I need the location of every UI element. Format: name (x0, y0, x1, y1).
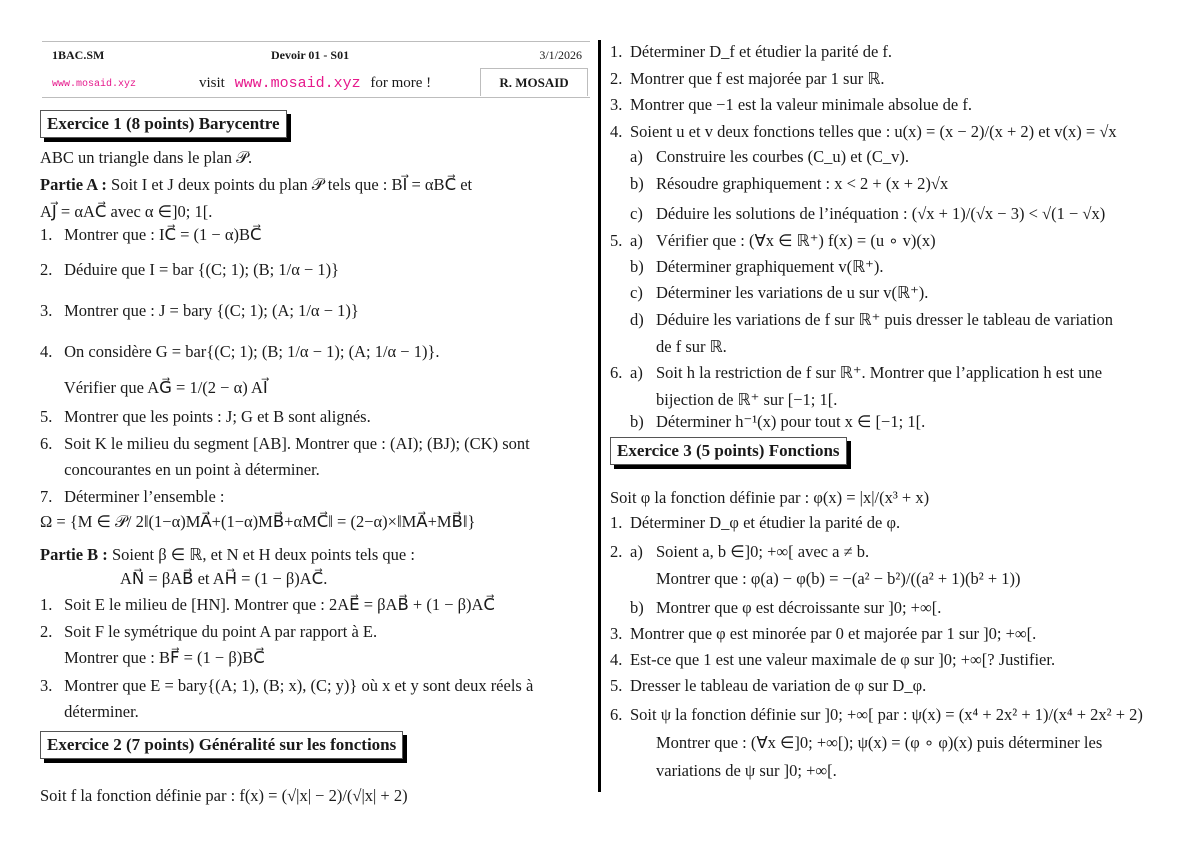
ex3-item (610, 707, 1143, 724)
ex3-item (610, 571, 1021, 588)
subitem-letter: b) (630, 598, 644, 617)
item-number: 2. (40, 260, 53, 279)
item-text: Déterminer D_f et étudier la parité de f. (630, 42, 893, 61)
item-text: Déduire que I = bar {(C; 1); (B; 1/α − 1)} (64, 260, 340, 279)
item-number: 1. (40, 225, 53, 244)
item-text: Vérifier que : (∀x ∈ ℝ⁺) f(x) = (u ∘ v)(x) (656, 231, 936, 250)
item-number: 3. (40, 301, 53, 320)
item-text: Montrer que φ est décroissante sur ]0; +∞[. (656, 598, 942, 617)
ex3-item (610, 678, 926, 695)
exercise1-title: Exercice 1 (8 points) Barycentre (40, 110, 287, 138)
partB-line1 (40, 547, 415, 564)
partA-line2: AJ⃗ = αAC⃗ avec α ∈]0; 1[. (40, 202, 213, 221)
item-text: Déterminer les variations de u sur v(ℝ⁺). (656, 283, 929, 302)
item-number: 1. (610, 42, 623, 61)
ex2-item (610, 44, 892, 61)
item-number: 5. (610, 231, 623, 250)
visit-link[interactable]: www.mosaid.xyz (234, 75, 361, 92)
ex1-omega-set: Ω = {M ∈ 𝒫/ 2‖(1−α)MA⃗+(1−α)MB⃗+αMC⃗‖ = (2−α)×‖MA⃗+MB⃗‖} (40, 512, 476, 531)
document-title: Devoir 01 - S01 (271, 48, 350, 62)
ex1-item (40, 303, 359, 320)
partB-line2: AN⃗ = βAB⃗ et AH⃗ = (1 − β)AC⃗. (120, 569, 328, 588)
ex3-item (610, 626, 1036, 643)
ex1-partB-item (40, 597, 495, 614)
item-text: Est-ce que 1 est une valeur maximale de φ sur ]0; +∞[? Justifier. (630, 650, 1056, 669)
ex2-item (610, 414, 925, 431)
ex1-partB-item (40, 650, 265, 667)
item-number: 2. (610, 542, 623, 561)
item-text: Montrer que −1 est la valeur minimale absolue de f. (630, 95, 972, 114)
subitem-letter: a) (630, 231, 643, 250)
item-text: Soit K le milieu du segment [AB]. Montrer que : (AI); (BJ); (CK) sont (64, 434, 530, 453)
partA-line1 (40, 177, 472, 194)
ex1-item (40, 436, 530, 453)
item-text: On considère G = bar{(C; 1); (B; 1/α − 1); (A; 1/α − 1)}. (64, 342, 440, 361)
exercise3-title: Exercice 3 (5 points) Fonctions (610, 437, 847, 465)
item-number: 2. (610, 69, 623, 88)
item-text: bijection de ℝ⁺ sur [−1; 1[. (656, 390, 838, 409)
item-number: 7. (40, 487, 53, 506)
item-text: Déterminer graphiquement v(ℝ⁺). (656, 257, 884, 276)
document-date: 3/1/2026 (539, 48, 582, 62)
subitem-letter: a) (630, 542, 643, 561)
item-text: Montrer que : IC⃗ = (1 − α)BC⃗ (64, 225, 262, 244)
visit-suffix: for more ! (370, 75, 432, 91)
partA-label: Partie A : (40, 175, 107, 194)
item-text: Déterminer l’ensemble : (64, 487, 225, 506)
exercise1-intro: ABC un triangle dans le plan 𝒫. (40, 148, 253, 167)
ex3-item (610, 652, 1055, 669)
item-text: Déduire les variations de f sur ℝ⁺ puis dresser le tableau de variation (656, 310, 1114, 329)
subitem-letter: b) (630, 412, 644, 431)
ex3-item (610, 763, 837, 780)
ex1-partB-item (40, 678, 533, 695)
ex2-item (610, 233, 936, 250)
ex2-item (610, 206, 1105, 223)
item-number: 4. (610, 122, 623, 141)
ex1-item (40, 380, 268, 397)
subitem-letter: c) (630, 283, 643, 302)
item-number: 1. (40, 595, 53, 614)
subitem-letter: b) (630, 257, 644, 276)
item-text: concourantes en un point à déterminer. (64, 460, 320, 479)
ex1-partB-item (40, 624, 377, 641)
item-number: 6. (610, 363, 623, 382)
item-text: Dresser le tableau de variation de φ sur D_φ. (630, 676, 927, 695)
ex1-item (40, 344, 440, 361)
item-text: Déterminer D_φ et étudier la parité de φ. (630, 513, 901, 532)
ex1-item (40, 489, 224, 506)
item-number: 5. (610, 676, 623, 695)
visit-prefix: visit (199, 75, 225, 91)
item-text: Montrer que : J = bary {(C; 1); (A; 1/α − 1)} (64, 301, 359, 320)
visit-banner (199, 75, 431, 92)
item-number: 4. (610, 650, 623, 669)
item-text: de f sur ℝ. (656, 337, 727, 356)
partB-text1: Soient β ∈ ℝ, et N et H deux points tels que : (111, 545, 415, 564)
exercise3-intro: Soit φ la fonction définie par : φ(x) = |x|/(x³ + x) (610, 488, 930, 507)
item-text: Vérifier que AG⃗ = 1/(2 − α) AI⃗ (63, 378, 268, 397)
item-text: Montrer que f est majorée par 1 sur ℝ. (630, 69, 885, 88)
item-text: Montrer que : (∀x ∈]0; +∞[); ψ(x) = (φ ∘ φ)(x) puis déterminer les (656, 733, 1103, 752)
partA-text1: Soit I et J deux points du plan 𝒫 tels que : BI⃗ = αBC⃗ et (111, 175, 473, 194)
ex2-item (610, 392, 837, 409)
author-name: R. MOSAID (499, 74, 569, 90)
page-header (42, 41, 590, 99)
site-link-small[interactable]: www.mosaid.xyz (52, 79, 137, 90)
subitem-letter: a) (630, 363, 643, 382)
subitem-letter: c) (630, 204, 643, 223)
partB-label: Partie B : (40, 545, 108, 564)
item-text: Soient a, b ∈]0; +∞[ avec a ≠ b. (656, 542, 870, 561)
item-text: Déduire les solutions de l’inéquation : (√x + 1)/(√x − 3) < √(1 − √x) (656, 204, 1106, 223)
ex2-item (610, 312, 1113, 329)
ex1-partB-item (40, 704, 139, 721)
ex1-item (40, 227, 262, 244)
subitem-letter: d) (630, 310, 644, 329)
column-divider (598, 40, 601, 792)
ex1-item (40, 262, 339, 279)
ex3-item (610, 735, 1102, 752)
ex2-item (610, 97, 972, 114)
ex2-item (610, 71, 885, 88)
ex2-item (610, 365, 1102, 382)
item-text: Soit F le symétrique du point A par rapport à E. (64, 622, 378, 641)
item-text: Déterminer h⁻¹(x) pour tout x ∈ [−1; 1[. (656, 412, 926, 431)
item-text: Montrer que E = bary{(A; 1), (B; x), (C; y)} où x et y sont deux réels à (64, 676, 534, 695)
item-text: Soit E le milieu de [HN]. Montrer que : 2AE⃗ = βAB⃗ + (1 − β)AC⃗ (64, 595, 495, 614)
ex3-item (610, 515, 900, 532)
ex3-item (610, 544, 869, 561)
item-text: Soient u et v deux fonctions telles que : u(x) = (x − 2)/(x + 2) et v(x) = √x (630, 122, 1117, 141)
ex1-item (40, 409, 371, 426)
item-text: Montrer que φ est minorée par 0 et majorée par 1 sur ]0; +∞[. (630, 624, 1037, 643)
ex2-item (610, 149, 909, 166)
item-text: Montrer que les points : J; G et B sont alignés. (64, 407, 371, 426)
item-number: 3. (610, 95, 623, 114)
item-number: 3. (40, 676, 53, 695)
item-text: Construire les courbes (C_u) et (C_v). (656, 147, 909, 166)
item-text: Soit ψ la fonction définie sur ]0; +∞[ par : ψ(x) = (x⁴ + 2x² + 1)/(x⁴ + 2x² + 2) (630, 705, 1143, 724)
author-box (480, 68, 588, 96)
item-number: 3. (610, 624, 623, 643)
ex2-item (610, 259, 884, 276)
item-text: Soit h la restriction de f sur ℝ⁺. Montrer que l’application h est une (656, 363, 1103, 382)
header-rule-top (42, 41, 590, 42)
item-number: 1. (610, 513, 623, 532)
ex2-item (610, 176, 948, 193)
header-rule-bottom (42, 97, 590, 98)
item-number: 4. (40, 342, 53, 361)
subitem-letter: b) (630, 174, 644, 193)
item-number: 5. (40, 407, 53, 426)
ex1-item (40, 462, 320, 479)
item-text: Résoudre graphiquement : x < 2 + (x + 2)√x (656, 174, 949, 193)
ex3-item (610, 600, 941, 617)
exercise2-title: Exercice 2 (7 points) Généralité sur les fonctions (40, 731, 403, 759)
class-label: 1BAC.SM (52, 48, 105, 62)
item-text: Montrer que : φ(a) − φ(b) = −(a² − b²)/((a² + 1)(b² + 1)) (656, 569, 1021, 588)
item-number: 6. (40, 434, 53, 453)
item-number: 2. (40, 622, 53, 641)
ex2-item (610, 339, 727, 356)
item-number: 6. (610, 705, 623, 724)
ex2-item (610, 124, 1117, 141)
exercise2-intro: Soit f la fonction définie par : f(x) = (√|x| − 2)/(√|x| + 2) (40, 786, 408, 805)
ex2-item (610, 285, 928, 302)
item-text: Montrer que : BF⃗ = (1 − β)BC⃗ (64, 648, 265, 667)
item-text: déterminer. (64, 702, 139, 721)
subitem-letter: a) (630, 147, 643, 166)
item-text: variations de ψ sur ]0; +∞[. (656, 761, 837, 780)
